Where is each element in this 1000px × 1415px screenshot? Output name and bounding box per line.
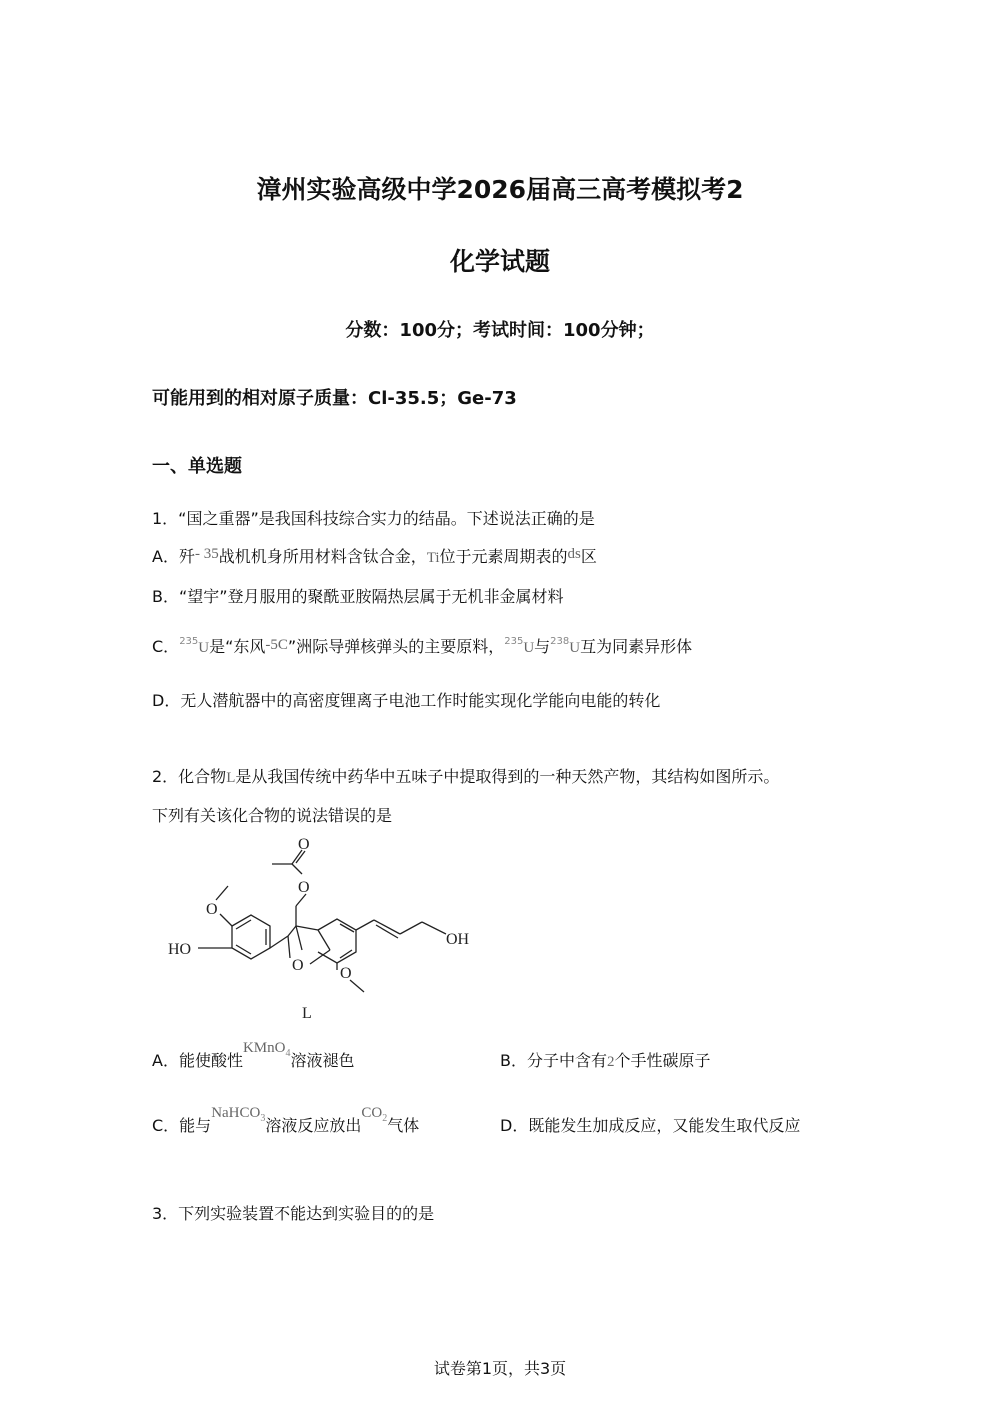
q2-option-b: B．分子中含有2个手性碳原子 xyxy=(500,1051,711,1070)
q1-stem: 1．“国之重器”是我国科技综合实力的结晶。下述说法正确的是 xyxy=(152,509,595,528)
label-ho: HO xyxy=(168,941,192,958)
q2-option-c: C．能与NaHCO$_3$溶液反应放出$CO_2$气体 xyxy=(152,1105,420,1135)
page-footer: 试卷第1页，共3页 xyxy=(433,1359,567,1378)
score-info: 分数：100分；考试时间：100分钟； xyxy=(345,320,655,341)
exam-subtitle: 化学试题 xyxy=(449,247,550,276)
q1-option-c: C．$^{235}$U是“东风-5C”洲际导弹核弹头的主要原料，$^{235}$U与$^{238}$U互为同素异形体 xyxy=(152,636,693,656)
label-o-ring: O xyxy=(292,957,304,974)
q1-option-b: B．“望宇”登月服用的聚酰亚胺隔热层属于无机非金属材料 xyxy=(152,587,564,606)
label-o-carbonyl: O xyxy=(298,836,310,853)
benzofuran-benzene-ring xyxy=(318,919,356,963)
label-o-ester: O xyxy=(298,879,310,896)
section-heading: 一、单选题 xyxy=(152,456,242,477)
guaiacol-ring xyxy=(232,915,270,959)
atomic-mass-info: 可能用到的相对原子质量：Cl-35.5；Ge-73 xyxy=(152,388,517,409)
q2-stem-line1: 2．化合物L是从我国传统中药华中五味子中提取得到的一种天然产物，其结构如图所示。 xyxy=(152,767,780,786)
q1-option-d: D．无人潜航器中的高密度锂离子电池工作时能实现化学能向电能的转化 xyxy=(152,691,661,710)
label-oh: OH xyxy=(446,931,470,948)
q2-option-d: D．既能发生加成反应，又能发生取代反应 xyxy=(500,1116,801,1135)
q1-option-a: A．歼- 35战机机身所用材料含钛合金，Ti位于元素周期表的ds区 xyxy=(152,546,597,566)
label-o-methoxy: O xyxy=(206,901,218,918)
q2-stem-line2: 下列有关该化合物的说法错误的是 xyxy=(152,806,393,825)
label-o-bottom: O xyxy=(340,965,352,982)
exam-title: 漳州实验高级中学2026届高三高考模拟考2 xyxy=(256,175,744,204)
q3-stem: 3．下列实验装置不能达到实验目的的是 xyxy=(152,1204,435,1223)
compound-l-structure xyxy=(150,830,510,1030)
q2-option-a: A．能使酸性KMnO$_4$溶液褪色 xyxy=(152,1040,355,1070)
label-compound-l: L xyxy=(302,1005,312,1022)
